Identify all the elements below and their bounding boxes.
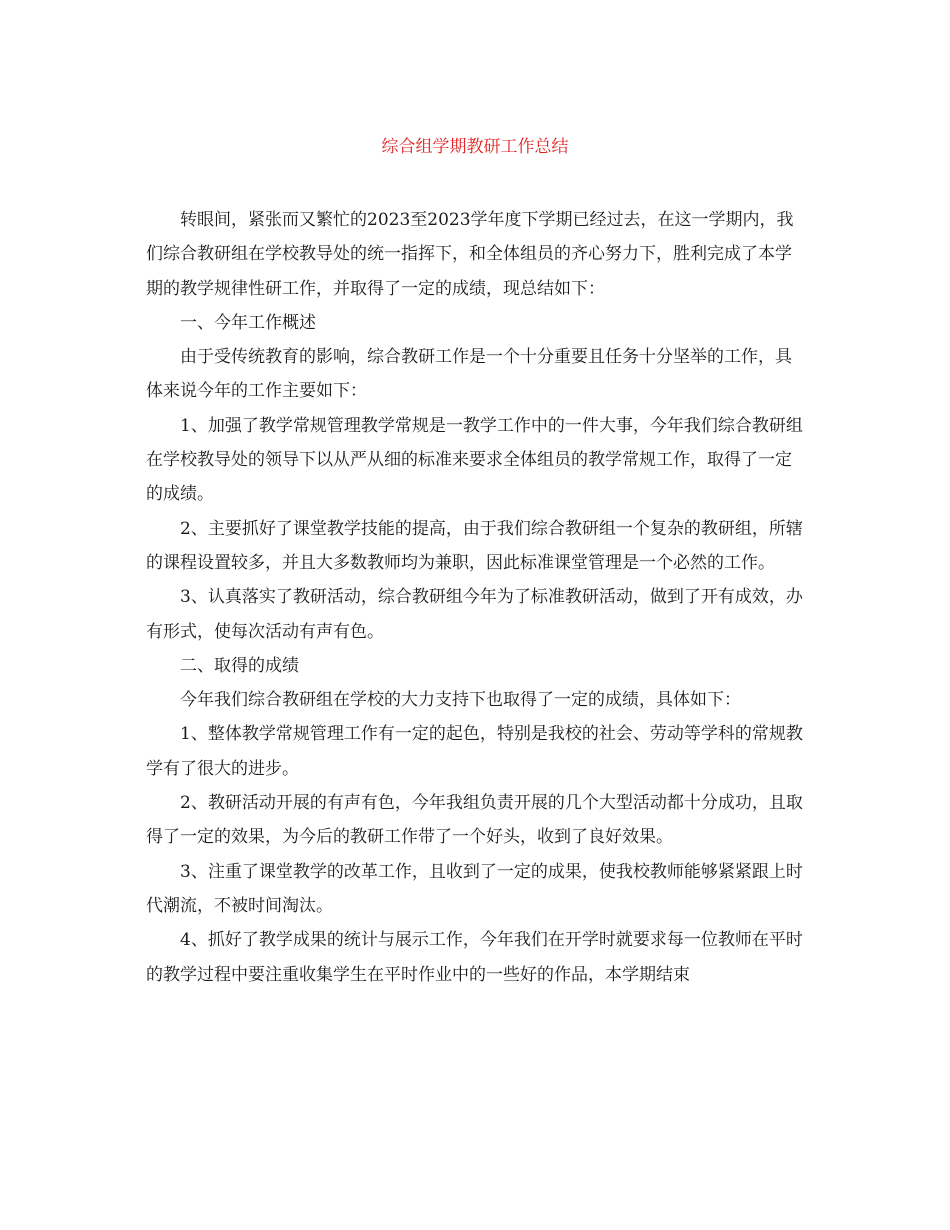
list-item-achievement-3: 3、注重了课堂教学的改革工作，且收到了一定的成果，使我校教师能够紧紧跟上时代潮流，不被时间淘汰。 — [146, 861, 803, 916]
paragraph-achievements: 今年我们综合教研组在学校的大力支持下也取得了一定的成绩，具体如下： — [180, 690, 741, 711]
list-item-achievement-2: 2、教研活动开展的有声有色，今年我组负责开展的几个大型活动都十分成功，且取得了一定的效果，为今后的教研工作带了一个好头，收到了良好效果。 — [146, 793, 803, 848]
list-item-work-1: 1、加强了教学常规管理教学常规是一教学工作中的一件大事，今年我们综合教研组在学校教导处的领导下以从严从细的标准来要求全体组员的教学常规工作，取得了一定的成绩。 — [146, 415, 803, 505]
paragraph-overview: 由于受传统教育的影响，综合教研工作是一个十分重要且任务十分坚举的工作，具体来说今年的工作主要如下： — [146, 347, 792, 402]
document-title: 综合组学期教研工作总结 — [381, 137, 569, 157]
paragraph-intro: 转眼间，紧张而又繁忙的2023至2023学年度下学期已经过去，在这一学期内，我们综合教研组在学校教导处的统一指挥下，和全体组员的齐心努力下，胜利完成了本学期的教学规律性研工作，并取得了一定的成绩，现总结如下： — [146, 210, 794, 299]
list-item-work-2: 2、主要抓好了课堂教学技能的提高，由于我们综合教研组一个复杂的教研组，所辖的课程设置较多，并且大多数教师均为兼职，因此标准课堂管理是一个必然的工作。 — [146, 518, 803, 573]
section-heading-achievements: 二、取得的成绩 — [180, 655, 299, 676]
list-item-achievement-4: 4、抓好了教学成果的统计与展示工作，今年我们在开学时就要求每一位教师在平时的教学过程中要注重收集学生在平时作业中的一些好的作品，本学期结束 — [146, 930, 803, 985]
document-body — [146, 203, 806, 992]
list-item-work-3: 3、认真落实了教研活动，综合教研组今年为了标准教研活动，做到了开有成效，办有形式，使每次活动有声有色。 — [146, 587, 803, 642]
section-heading-overview: 一、今年工作概述 — [180, 312, 316, 333]
list-item-achievement-1: 1、整体教学常规管理工作有一定的起色，特别是我校的社会、劳动等学科的常规教学有了很大的进步。 — [146, 724, 803, 779]
